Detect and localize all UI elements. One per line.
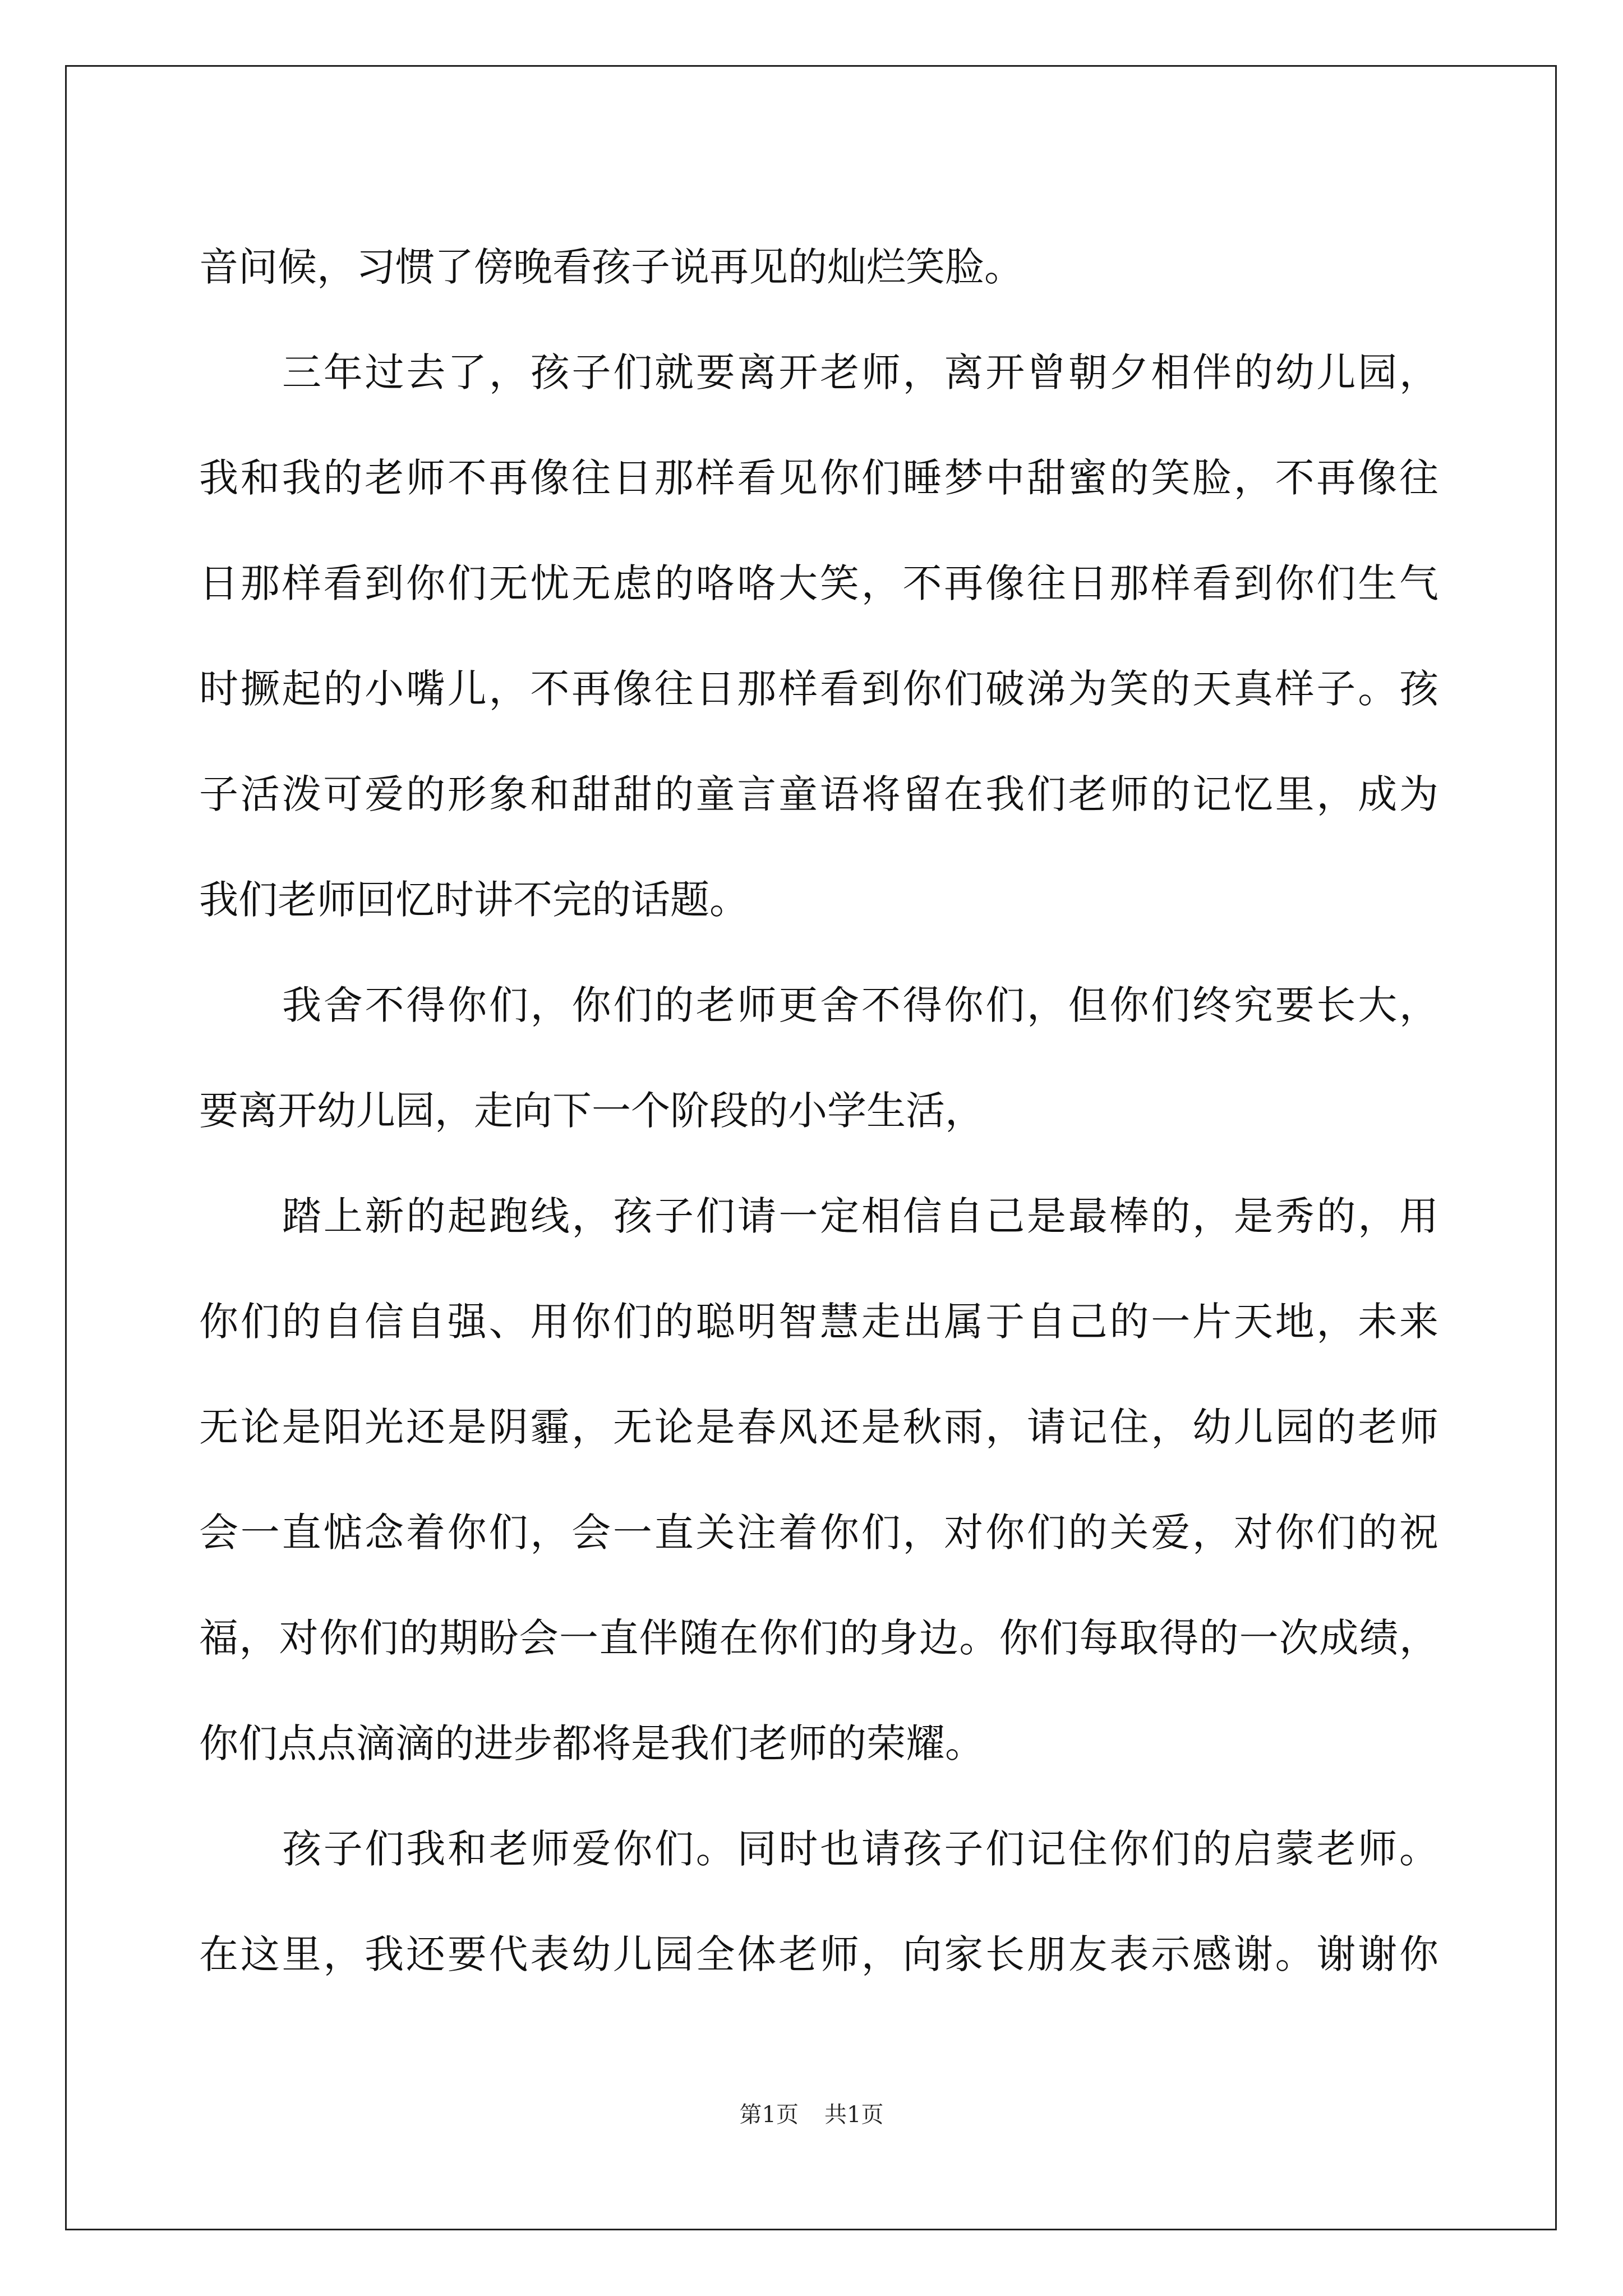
text-line: 无论是阳光还是阴霾，无论是春风还是秋雨，请记住，幼儿园的老师 bbox=[199, 1404, 1438, 1450]
text-line: 要离开幼儿园，走向下一个阶段的小学生活， bbox=[199, 1088, 984, 1134]
text-line: 你们的自信自强、用你们的聪明智慧走出属于自己的一片天地，未来 bbox=[199, 1299, 1438, 1345]
text-line: 我和我的老师不再像往日那样看见你们睡梦中甜蜜的笑脸，不再像往 bbox=[199, 455, 1438, 501]
page-footer bbox=[0, 2097, 1623, 2129]
text-line: 会一直惦念着你们，会一直关注着你们，对你们的关爱，对你们的祝 bbox=[199, 1510, 1438, 1556]
document-body bbox=[199, 214, 1438, 2007]
text-line: 音问候，习惯了傍晚看孩子说再见的灿烂笑脸。 bbox=[199, 244, 1023, 290]
text-line: 我们老师回忆时讲不完的话题。 bbox=[199, 877, 749, 923]
page-total: 共1页 bbox=[824, 2102, 884, 2128]
text-line: 子活泼可爱的形象和甜甜的童言童语将留在我们老师的记忆里，成为 bbox=[199, 771, 1438, 817]
page-number: 第1页 bbox=[739, 2102, 799, 2128]
text-line: 时撅起的小嘴儿，不再像往日那样看到你们破涕为笑的天真样子。孩 bbox=[199, 666, 1438, 712]
text-line: 你们点点滴滴的进步都将是我们老师的荣耀。 bbox=[199, 1720, 984, 1766]
text-line: 福，对你们的期盼会一直伴随在你们的身边。你们每取得的一次成绩， bbox=[199, 1615, 1438, 1661]
text-line: 在这里，我还要代表幼儿园全体老师，向家长朋友表示感谢。谢谢你 bbox=[199, 1931, 1438, 1977]
paragraph-start-line: 我舍不得你们，你们的老师更舍不得你们，但你们终究要长大， bbox=[282, 982, 1438, 1028]
paragraph-start-line: 三年过去了，孩子们就要离开老师，离开曾朝夕相伴的幼儿园， bbox=[282, 349, 1438, 395]
paragraph-start-line: 踏上新的起跑线，孩子们请一定相信自己是最棒的，是秀的，用 bbox=[282, 1193, 1438, 1239]
text-line: 日那样看到你们无忧无虑的咯咯大笑，不再像往日那样看到你们生气 bbox=[199, 560, 1438, 606]
paragraph-start-line: 孩子们我和老师爱你们。同时也请孩子们记住你们的启蒙老师。 bbox=[282, 1826, 1438, 1872]
